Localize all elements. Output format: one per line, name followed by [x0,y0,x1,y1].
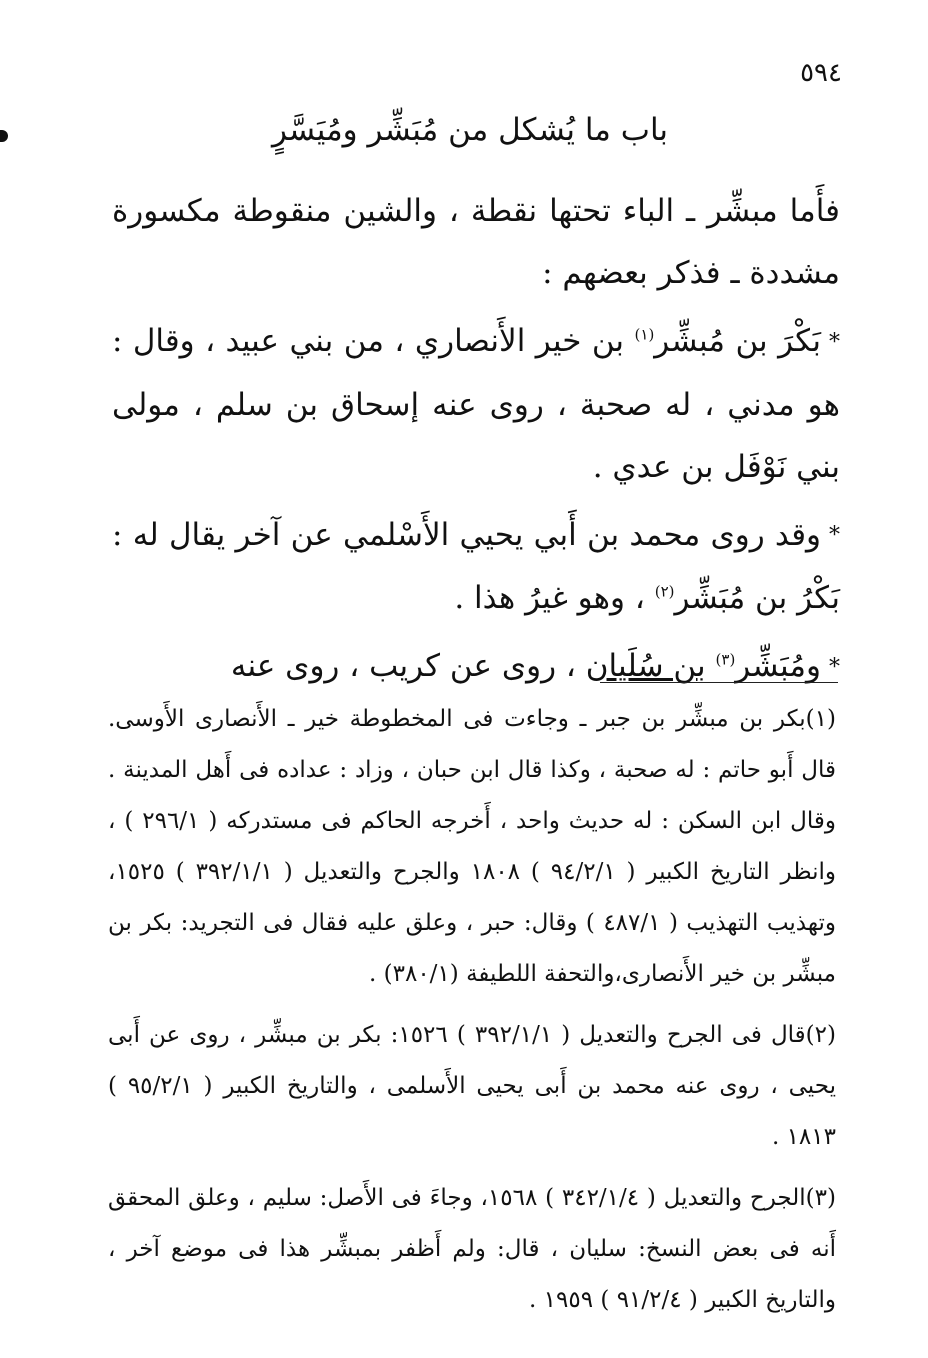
entry-star: * [829,654,840,680]
scan-edge-mark [0,130,8,142]
entry-text: وقد روى محمد بن أَبي يحيي الأَسْلمي عن آخر يقال له : [112,516,821,553]
footnote-2: (٢)قال فى الجرح والتعديل ( ٣٩٢/١/١ ) ١٥٢٦: بكر بن مبشِّر ، روى عن أَبى يحيى ، روى عنه محمد بن أَبى يحيى الأَسلمى ، والتاريخ الكبير ( ٩٥/٢/١ ) ١٨١٣ . [108,1022,836,1150]
footnote-separator [600,682,838,683]
entry-name: ومُبَشِّر [735,648,821,684]
entry-star: * [829,329,840,355]
footnote-ref: (١) [634,325,655,344]
main-text [112,180,840,703]
entry-text: ، وهو غيرُ هذا . [454,580,655,616]
entry-1 [112,310,840,498]
entry-name: بَكْرُ بن مُبَشِّر [674,580,840,616]
footnote-ref: (٢) [654,582,675,601]
footnote-ref: (٣) [715,650,736,669]
page-number: ٥٩٤ [800,58,842,88]
entry-2 [112,504,840,630]
entry-text: ، روى عن كريب ، روى عنه [230,648,586,684]
entry-name: بَكْرَ بن مُبشِّر [654,323,821,359]
footnote-3: (٣)الجرح والتعديل ( ٣٤٢/١/٤ ) ١٥٦٨، وجاءَ فى الأَصل: سليم ، وعلق المحقق أَنه فى بعض النسخ: سليان ، قال: ولم أَظفر بمبشِّر هذا فى موضع آخر ، والتاريخ الكبير ( ٩١/٢/٤ ) ١٩٥٩ . [108,1185,836,1313]
entry-text: بن خير الأَنصاري ، من بني عبيد ، وقال : هو مدني ، له صحبة ، روى عنه إسحاق بن سلم ، مولى بني نَوْفَل بن عدي . [112,323,840,485]
entry-star: * [829,523,840,548]
footnote-1: (١)بكر بن مبشِّر بن جبر ـ وجاءت فى المخطوطة خير ـ الأَنصارى الأَوسى. قال أَبو حاتم : له صحبة ، وكذا قال ابن حبان ، وزاد : عداده فى أَهل المدينة . وقال ابن السكن : له حديث واحد ، أَخرجه الحاكم فى مستدركه ( ٢٩٦/١ ) ، وانظر التاريخ الكبير ( ٩٤/٢/١ ) ١٨٠٨ والجرح والتعديل ( ٣٩٢/١/١ ) ١٥٢٥، وتهذيب التهذيب ( ٤٨٧/١ ) وقال: حبر ، وعلق عليه فقال فى التجريد: بكر بن مبشِّر بن خير الأَنصارى،والتحفة اللطيفة (٣٨٠/١) . [108,706,836,987]
footnotes [108,694,836,1336]
intro-paragraph: فأَما مبشِّر ـ الباء تحتها نقطة ، والشين منقوطة مكسورة مشددة ـ فذكر بعضهم : [112,193,840,291]
chapter-title: باب ما يُشكل من مُبَشِّر ومُيَسَّرٍ [271,112,669,148]
entry-3 [112,635,840,699]
underlined-name: بن سُلَيان [585,648,706,684]
